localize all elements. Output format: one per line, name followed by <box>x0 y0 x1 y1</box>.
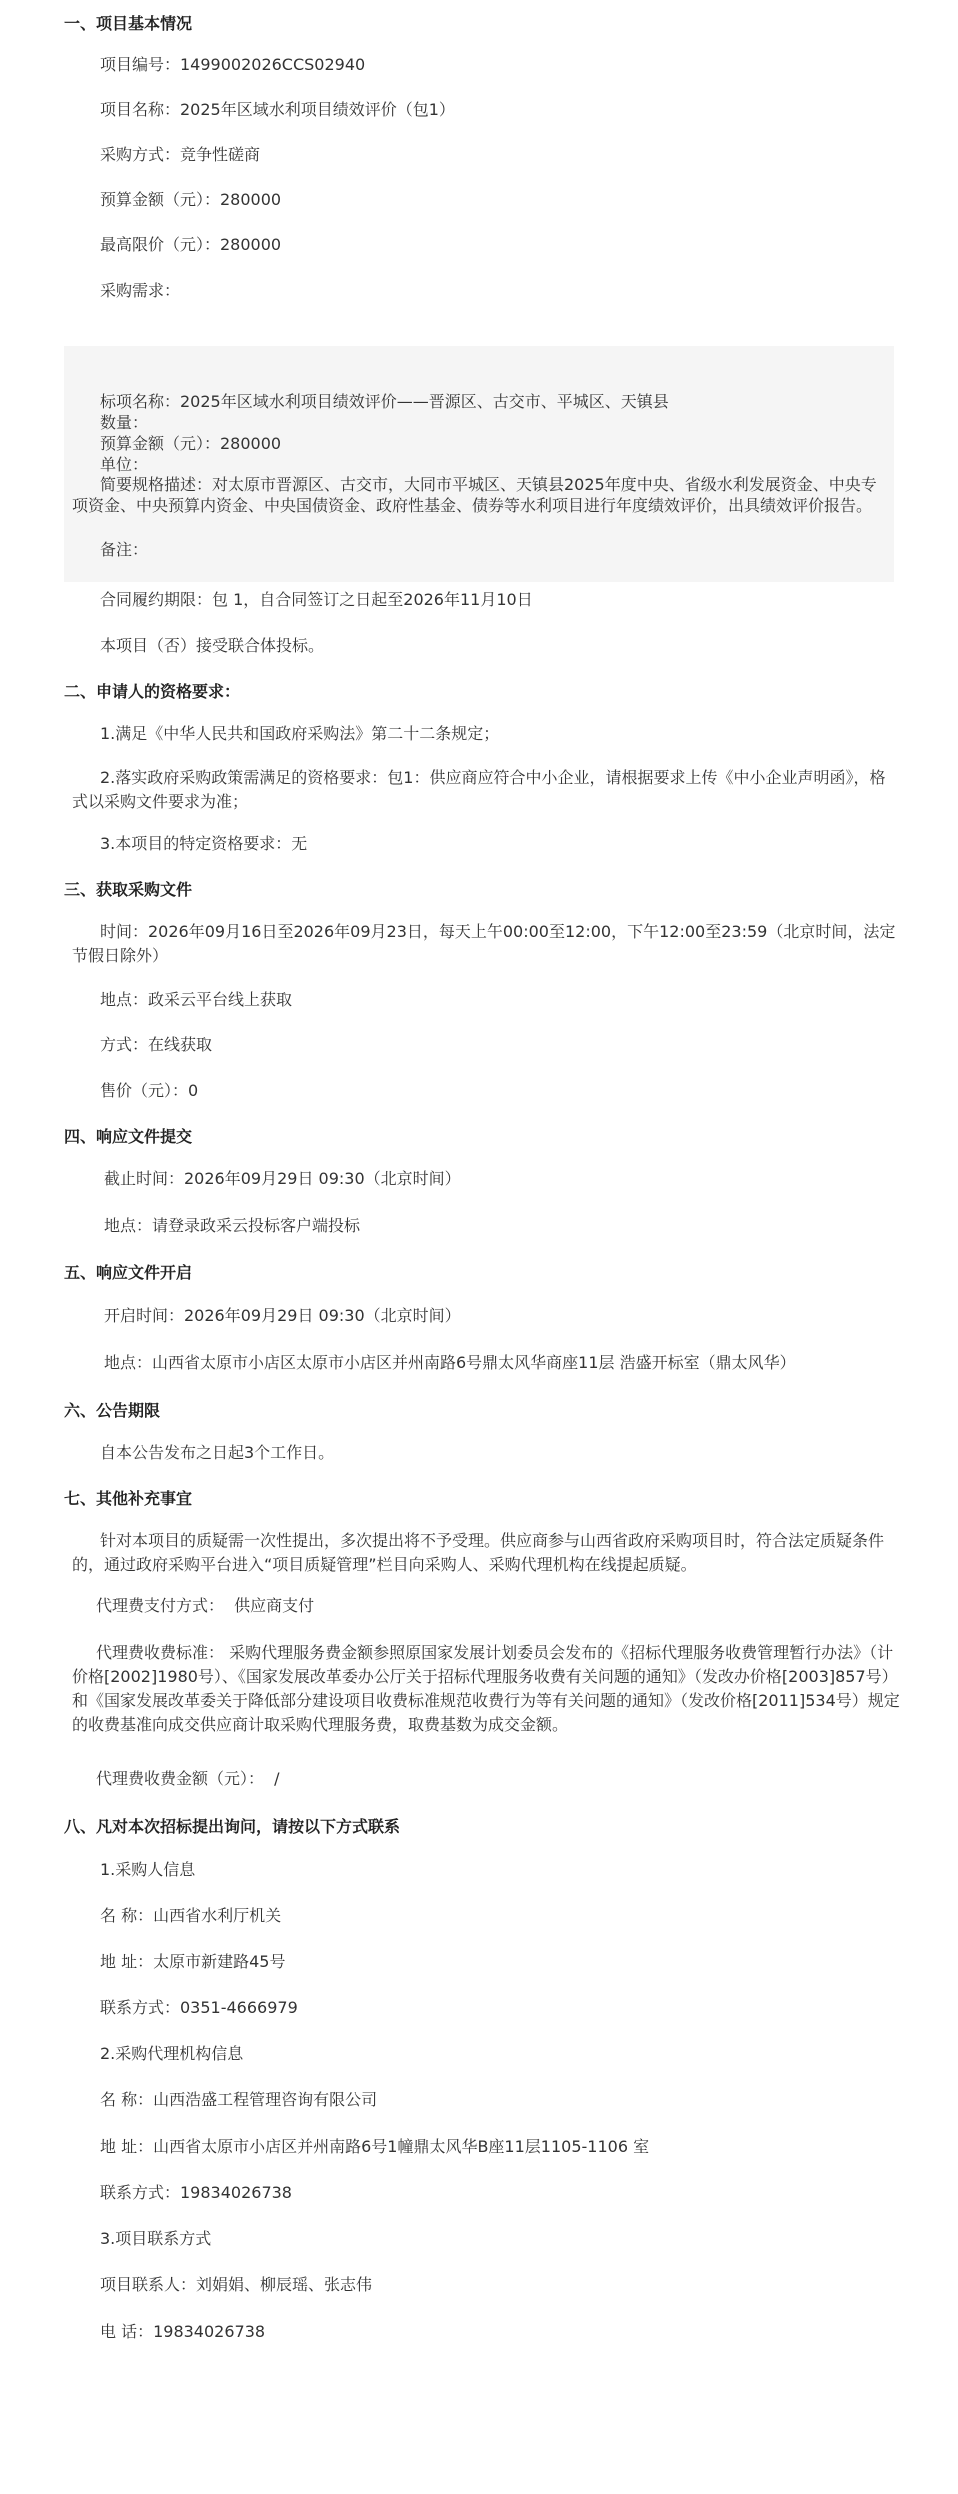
open-time: 开启时间：2026年09月29日 09:30（北京时间） <box>104 1306 461 1325</box>
item-remark: 备注： <box>100 540 149 559</box>
section-heading: 五、响应文件开启 <box>64 1263 193 1282</box>
obtain-way: 方式：在线获取 <box>100 1035 213 1054</box>
section-heading: 七、其他补充事宜 <box>64 1489 193 1508</box>
open-place: 地点：山西省太原市小店区太原市小店区并州南路6号鼎太风华商座11层 浩盛开标室（鼎太风华） <box>104 1353 796 1372</box>
item-quantity: 数量： <box>100 413 149 432</box>
buyer-contact: 联系方式：0351-4666979 <box>100 1998 298 2017</box>
agent-address: 地 址：山西省太原市小店区并州南路6号1幢鼎太风华B座11层1105-1106 室 <box>100 2137 650 2156</box>
project-number: 项目编号：1499002026CCS02940 <box>100 55 366 74</box>
project-contact-people: 项目联系人：刘娟娟、柳辰瑶、张志伟 <box>100 2275 373 2294</box>
complaint-note: 针对本项目的质疑需一次性提出，多次提出将不予受理。供应商参与山西省政府采购项目时，符合法定质疑条件的，通过政府采购平台进入“项目质疑管理”栏目向采购人、采购代理机构在线提起质疑。 <box>72 1531 885 1574</box>
agency-fee-payment: 代理费支付方式： 供应商支付 <box>96 1596 315 1615</box>
buyer-name: 名 称：山西省水利厅机关 <box>100 1906 282 1925</box>
budget-amount: 预算金额（元）：280000 <box>100 190 282 209</box>
section-heading: 一、项目基本情况 <box>64 14 193 33</box>
submit-deadline: 截止时间：2026年09月29日 09:30（北京时间） <box>104 1169 461 1188</box>
requirement-2: 2.落实政府采购政策需满足的资格要求：包1：供应商应符合中小企业，请根据要求上传《中小企业声明函》，格式以采购文件要求为准； <box>72 768 886 811</box>
buyer-address: 地 址：太原市新建路45号 <box>100 1952 286 1971</box>
project-contact-phone: 电 话：19834026738 <box>100 2322 266 2341</box>
section-heading: 八、凡对本次招标提出询问，请按以下方式联系 <box>64 1817 401 1836</box>
item-name: 标项名称：2025年区域水利项目绩效评价——晋源区、古交市、平城区、天镇县 <box>100 392 669 411</box>
project-name: 项目名称：2025年区域水利项目绩效评价（包1） <box>100 100 455 119</box>
section-heading: 四、响应文件提交 <box>64 1127 193 1146</box>
contract-period: 合同履约期限：包 1，自合同签订之日起至2026年11月10日 <box>100 590 533 609</box>
obtain-place: 地点：政采云平台线上获取 <box>100 990 293 1009</box>
section-heading: 三、获取采购文件 <box>64 880 193 899</box>
demand-box <box>64 346 894 582</box>
submit-place: 地点：请登录政采云投标客户端投标 <box>104 1216 361 1235</box>
agent-name: 名 称：山西浩盛工程管理咨询有限公司 <box>100 2090 378 2109</box>
buyer-info-title: 1.采购人信息 <box>100 1860 196 1879</box>
agent-contact: 联系方式：19834026738 <box>100 2183 292 2202</box>
item-spec: 简要规格描述：对太原市晋源区、古交市，大同市平城区、天镇县2025年度中央、省级水利发展资金、中央专项资金、中央预算内资金、中央国债资金、政府性基金、债券等水利项目进行年度绩效评价，出具绩效评价报告。 <box>72 475 877 515</box>
obtain-time: 时间：2026年09月16日至2026年09月23日，每天上午00:00至12:00，下午12:00至23:59（北京时间，法定节假日除外） <box>72 922 896 965</box>
item-budget: 预算金额（元）：280000 <box>100 434 282 453</box>
agency-fee-amount: 代理费收费金额（元）： / <box>96 1769 280 1788</box>
agency-fee-standard: 代理费收费标准： 采购代理服务费金额参照原国家发展计划委员会发布的《招标代理服务收费管理暂行办法》（计价格[2002]1980号）、《国家发展改革委办公厅关于招标代理服务收费有关问题的通知》（发改办价格[2003]857号）和《国家发展改革委关于降低部分建设项目收费标准规范收费行为等有关问题的通知》（发改价格[2011]534号）规定的收费基准向成交供应商计取采购代理服务费，取费基数为成交金额。 <box>72 1643 900 1734</box>
notice-period: 自本公告发布之日起3个工作日。 <box>100 1443 335 1462</box>
requirement-3: 3.本项目的特定资格要求：无 <box>100 834 308 853</box>
section-heading: 六、公告期限 <box>64 1401 161 1420</box>
section-heading: 二、申请人的资格要求： <box>64 682 241 701</box>
item-unit: 单位： <box>100 455 149 474</box>
max-price: 最高限价（元）：280000 <box>100 235 282 254</box>
consortium-note: 本项目（否）接受联合体投标。 <box>100 636 325 655</box>
agent-info-title: 2.采购代理机构信息 <box>100 2044 244 2063</box>
procurement-demand: 采购需求： <box>100 281 181 300</box>
obtain-price: 售价（元）：0 <box>100 1081 199 1100</box>
procurement-method: 采购方式：竞争性磋商 <box>100 145 261 164</box>
requirement-1: 1.满足《中华人民共和国政府采购法》第二十二条规定； <box>100 724 500 743</box>
project-contact-title: 3.项目联系方式 <box>100 2229 212 2248</box>
